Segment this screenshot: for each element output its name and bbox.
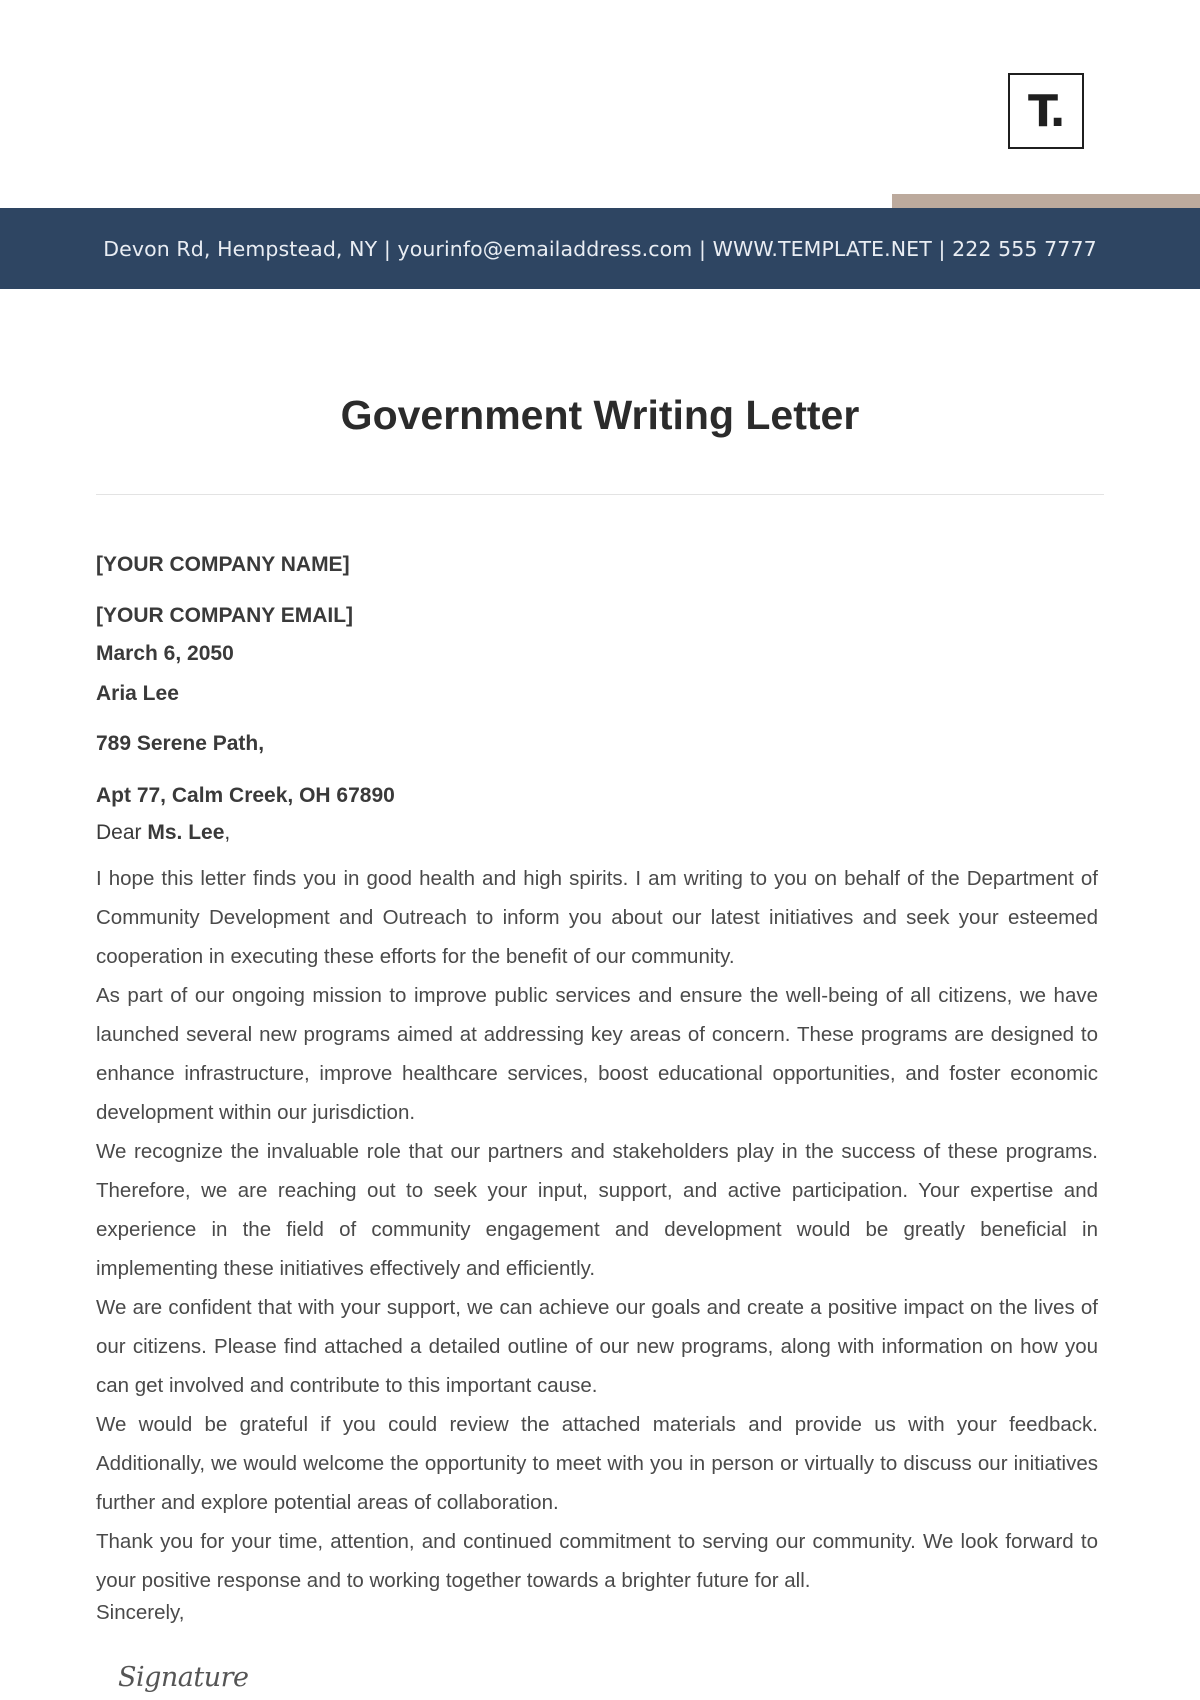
contact-line: Devon Rd, Hempstead, NY | yourinfo@emailaddress.com | WWW.TEMPLATE.NET | 222 555 7777	[103, 236, 1097, 261]
signature: Signature	[118, 1662, 249, 1693]
company-name: [YOUR COMPANY NAME]	[96, 553, 350, 576]
page-title: Government Writing Letter	[340, 392, 860, 438]
body-paragraph: Thank you for your time, attention, and continued commitment to serving our community. We look forward to your positive response and to working together towards a brighter future for all.	[96, 1530, 1098, 1592]
body-paragraph: We recognize the invaluable role that our partners and stakeholders play in the success of these programs. Therefore, we are reaching out to seek your input, support, and active participation. Your expertise and experience in the field of community engagement and development would be greatly beneficial in implementing these initiatives effectively and efficiently.	[96, 1140, 1098, 1280]
body-paragraph: We would be grateful if you could review the attached materials and provide us with your feedback. Additionally, we would welcome the opportunity to meet with you in person or virtually to discuss our initiatives further and explore potential areas of collaboration.	[96, 1413, 1098, 1514]
accent-bar	[892, 194, 1200, 208]
body-paragraph: We are confident that with your support, we can achieve our goals and create a positive impact on the lives of our citizens. Please find attached a detailed outline of our new programs, along with information on how you can get involved and contribute to this important cause.	[96, 1296, 1098, 1397]
letter-body	[96, 859, 1098, 1600]
recipient-address-line2: Apt 77, Calm Creek, OH 67890	[96, 784, 395, 807]
salutation-name: Ms. Lee	[147, 821, 225, 844]
brand-logo: T.	[1008, 73, 1084, 149]
body-paragraph: As part of our ongoing mission to improve public services and ensure the well-being of all citizens, we have launched several new programs aimed at addressing key areas of concern. These programs are designed to enhance infrastructure, improve healthcare services, boost educational opportunities, and foster economic development within our jurisdiction.	[96, 984, 1098, 1124]
company-email: [YOUR COMPANY EMAIL]	[96, 604, 354, 627]
body-paragraph: I hope this letter finds you in good health and high spirits. I am writing to you on behalf of the Department of Community Development and Outreach to inform you about our latest initiatives and seek your esteemed cooperation in executing these efforts for the benefit of our community.	[96, 867, 1098, 968]
contact-banner	[0, 208, 1200, 289]
recipient-address-line1: 789 Serene Path,	[96, 732, 265, 755]
salutation-suffix: ,	[224, 821, 231, 844]
salutation-prefix: Dear	[96, 821, 148, 844]
closing: Sincerely,	[96, 1601, 185, 1624]
recipient-name: Aria Lee	[96, 682, 179, 705]
salutation	[96, 821, 230, 845]
title-divider	[96, 494, 1104, 495]
letter-date: March 6, 2050	[96, 642, 234, 665]
